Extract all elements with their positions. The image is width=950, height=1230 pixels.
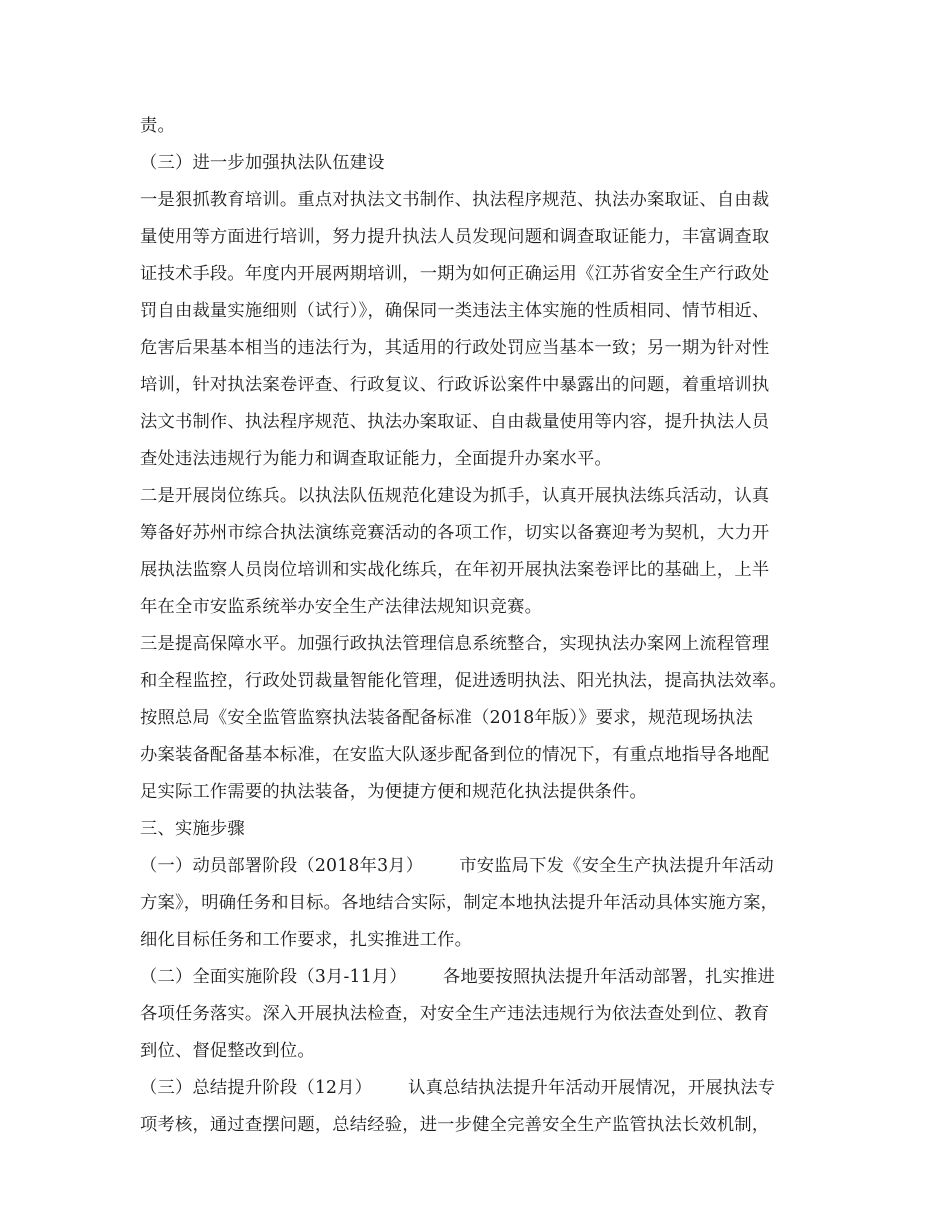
text-line: 三是提高保障水平。加强行政执法管理信息系统整合，实现执法办案网上流程管理 xyxy=(140,634,770,654)
text-line: 办案装备配备基本标准，在安监大队逐步配备到位的情况下，有重点地指导各地配 xyxy=(140,745,770,765)
text-line: 按照总局《安全监管监察执法装备配备标准（2018年版）》要求，规范现场执法 xyxy=(140,708,754,728)
stage-1-title: （一）动员部署阶段（2018年3月） xyxy=(140,856,424,876)
text-line: 筹备好苏州市综合执法演练竞赛活动的各项工作，切实以备赛迎考为契机，大力开 xyxy=(140,523,770,543)
stage-2-title: （二）全面实施阶段（3月-11月） xyxy=(140,967,407,987)
text-line: 培训，针对执法案卷评查、行政复议、行政诉讼案件中暴露出的问题，着重培训执 xyxy=(140,375,770,395)
stage-1-text: 市安监局下发《安全生产执法提升年活动 xyxy=(459,856,774,876)
text-line: 责。 xyxy=(140,116,175,136)
text-line: 和全程监控，行政处罚裁量智能化管理，促进透明执法、阳光执法，提高执法效率。 xyxy=(140,671,787,691)
text-line: 各项任务落实。深入开展执法检查，对安全生产违法违规行为依法查处到位、教育 xyxy=(140,1004,770,1024)
text-line: 展执法监察人员岗位培训和实战化练兵，在年初开展执法案卷评比的基础上，上半 xyxy=(140,560,770,580)
text-line: 法文书制作、执法程序规范、执法办案取证、自由裁量使用等内容，提升执法人员 xyxy=(140,412,770,432)
document-body xyxy=(140,108,820,1144)
text-line: 证技术手段。年度内开展两期培训，一期为如何正确运用《江苏省安全生产行政处 xyxy=(140,264,770,284)
stage-2-text: 各地要按照执法提升年活动部署，扎实推进 xyxy=(442,967,776,987)
stage-3-line xyxy=(140,1070,820,1107)
text-line: 细化目标任务和工作要求，扎实推进工作。 xyxy=(140,930,473,950)
text-line: 一是狠抓教育培训。重点对执法文书制作、执法程序规范、执法办案取证、自由裁 xyxy=(140,190,770,210)
text-line: 项考核，通过查摆问题，总结经验，进一步健全完善安全生产监管执法长效机制， xyxy=(140,1115,770,1135)
text-line: 年在全市安监系统举办安全生产法律法规知识竞赛。 xyxy=(140,597,543,617)
text-line: 到位、督促整改到位。 xyxy=(140,1041,315,1061)
section-heading: （三）进一步加强执法队伍建设 xyxy=(140,153,385,173)
stage-3-title: （三）总结提升阶段（12月） xyxy=(140,1078,373,1098)
stage-1-line xyxy=(140,848,820,885)
text-line: 量使用等方面进行培训，努力提升执法人员发现问题和调查取证能力，丰富调查取 xyxy=(140,227,770,247)
stage-2-line xyxy=(140,959,820,996)
section-heading: 三、实施步骤 xyxy=(140,819,245,839)
text-line: 危害后果基本相当的违法行为，其适用的行政处罚应当基本一致；另一期为针对性 xyxy=(140,338,770,358)
text-line: 查处违法违规行为能力和调查取证能力，全面提升办案水平。 xyxy=(140,449,612,469)
text-line: 二是开展岗位练兵。以执法队伍规范化建设为抓手，认真开展执法练兵活动，认真 xyxy=(140,486,770,506)
text-line: 方案》，明确任务和目标。各地结合实际，制定本地执法提升年活动具体实施方案， xyxy=(140,893,779,913)
text-line: 罚自由裁量实施细则（试行）》，确保同一类违法主体实施的性质相同、情节相近、 xyxy=(140,301,770,321)
stage-3-text: 认真总结执法提升年活动开展情况，开展执法专 xyxy=(408,1078,776,1098)
text-line: 足实际工作需要的执法装备，为便捷方便和规范化执法提供条件。 xyxy=(140,782,647,802)
